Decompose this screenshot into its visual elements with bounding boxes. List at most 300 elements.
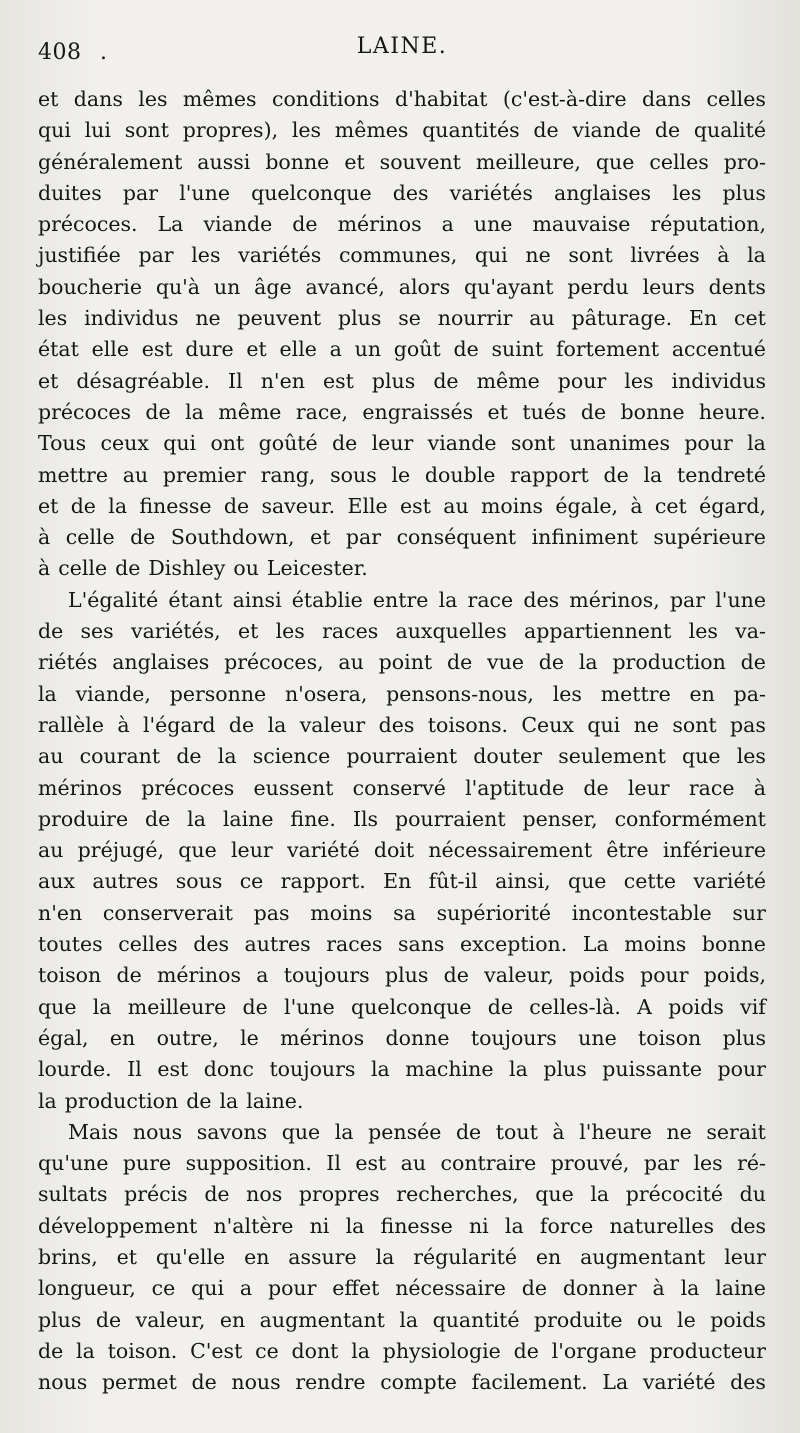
word: souvent [379, 149, 461, 174]
word: celles [649, 149, 709, 174]
word: la [345, 1213, 365, 1238]
word: une [473, 212, 513, 237]
word: les [736, 744, 766, 769]
word: mettre [38, 462, 108, 487]
word: mérinos [280, 1025, 365, 1050]
word: de [580, 399, 607, 424]
word: la [438, 587, 458, 612]
word: la [643, 462, 663, 487]
word: point [378, 650, 433, 675]
word: que [38, 994, 77, 1019]
word: que [682, 744, 721, 769]
word: rapport [510, 462, 589, 487]
word: pâturage. [571, 306, 673, 331]
text-line [38, 178, 766, 209]
word: de [583, 775, 609, 800]
text-line [38, 1305, 766, 1336]
word: perdu [567, 274, 629, 299]
word: même [218, 399, 282, 424]
word: Southdown, [170, 525, 295, 550]
word: personne [169, 681, 267, 706]
word: au [122, 462, 149, 487]
word: n'en [260, 368, 305, 393]
word: le [677, 1307, 696, 1332]
word: est [322, 368, 354, 393]
word: quelconque [351, 994, 472, 1019]
word: par [122, 180, 159, 205]
body-text [38, 84, 766, 1398]
word: a [256, 963, 269, 988]
word: sous [175, 869, 223, 894]
word: leur [724, 1244, 766, 1269]
word: la [509, 1057, 528, 1082]
word: est [400, 493, 431, 518]
text-line [38, 397, 766, 428]
word: moins [480, 493, 544, 518]
word: que [595, 149, 635, 174]
word: physiologie [382, 1338, 501, 1363]
word: la [504, 1213, 524, 1238]
word: avancé, [305, 274, 385, 299]
word: unanimes [569, 431, 670, 456]
word: dans [73, 87, 123, 111]
word: viande [427, 431, 497, 456]
word: de [38, 1338, 64, 1363]
text-line [38, 929, 766, 960]
word: de [433, 368, 459, 393]
word: pure [122, 1151, 172, 1176]
word: conservé [352, 775, 446, 800]
text-line [38, 147, 766, 178]
word: et [38, 493, 59, 518]
text-line [38, 428, 766, 459]
word: naturelles [609, 1213, 714, 1238]
word: toison. [107, 1338, 178, 1363]
word: penser, [522, 806, 598, 831]
word: que [281, 1119, 321, 1144]
word: toujours [283, 963, 370, 988]
word: égale, [555, 493, 619, 518]
word: sur [732, 900, 766, 925]
word: et [487, 399, 508, 424]
word: donc [203, 1057, 254, 1082]
word: ou [233, 556, 259, 581]
word: ré- [737, 1151, 766, 1176]
word: anglaises [112, 650, 210, 675]
word: serait [706, 1119, 766, 1144]
word: de [191, 1370, 217, 1395]
text-line [38, 1023, 766, 1054]
word: sont [510, 431, 556, 456]
word: supériorité [436, 900, 551, 925]
word: et [344, 149, 365, 174]
word: n'altère [213, 1213, 294, 1238]
word: de [70, 493, 96, 518]
word: dure [185, 337, 234, 362]
word: les [688, 619, 718, 644]
word: mérinos [337, 212, 422, 237]
word: La [157, 212, 184, 237]
word: mêmes [182, 87, 257, 111]
word: quelconque [251, 180, 372, 205]
word: goûté [258, 431, 318, 456]
text-line [38, 647, 766, 678]
word: va- [735, 619, 766, 644]
word: laine [715, 1276, 766, 1301]
word: pensée [368, 1119, 442, 1144]
word: rang, [260, 462, 316, 487]
text-line [38, 366, 766, 397]
word: fortement [555, 337, 660, 362]
word: au [38, 838, 64, 863]
word: ceux [100, 431, 149, 456]
word: à [717, 243, 730, 268]
word: seulement [558, 744, 666, 769]
word: race [467, 587, 514, 612]
word: au [338, 650, 364, 675]
word: précoces [141, 775, 235, 800]
word: qualité [693, 118, 766, 143]
word: de [95, 1307, 122, 1332]
word: fine. [290, 806, 336, 831]
word: suint [491, 337, 544, 362]
text-line [38, 1086, 766, 1117]
word: valeur, [135, 1307, 206, 1332]
word: par [345, 525, 382, 550]
word: entre [372, 587, 429, 612]
word: toisons. [427, 712, 508, 737]
word: égard, [699, 493, 766, 518]
word: variété [642, 1370, 716, 1395]
word: pas [730, 712, 766, 737]
word: plus [338, 306, 382, 331]
word: meilleure, [475, 149, 581, 174]
word: Elle [347, 493, 388, 518]
word: ont [210, 431, 245, 456]
word: variété [693, 869, 766, 894]
word: de [538, 650, 565, 675]
word: pour [267, 1276, 317, 1301]
word: inférieure [662, 838, 766, 863]
word: donne [385, 1025, 450, 1050]
word: ne [525, 243, 551, 268]
text-line [38, 585, 766, 616]
word: au [400, 1151, 427, 1176]
word: la [578, 650, 598, 675]
word: de [521, 1276, 547, 1301]
word: accentué [671, 337, 766, 362]
word: nécessaire [395, 1276, 506, 1301]
word: la [747, 243, 766, 268]
word: permet [101, 1370, 177, 1395]
word: plus [371, 368, 416, 393]
word: laine [222, 806, 274, 831]
word: de [455, 1119, 482, 1144]
text-line [38, 710, 766, 741]
word: du [739, 1182, 766, 1207]
word: lourde. [38, 1057, 112, 1082]
word: ou [637, 1307, 663, 1332]
word: qu'ayant [464, 274, 554, 299]
word: de [38, 619, 64, 644]
word: l'heure [579, 1119, 652, 1144]
word: l'aptitude [465, 775, 565, 800]
word: qui [163, 431, 197, 456]
word: exception. [459, 932, 568, 957]
word: science [252, 744, 331, 769]
word: dans [642, 87, 692, 111]
word: nous [231, 1370, 281, 1395]
word: sans [397, 932, 445, 957]
word: bonne [701, 932, 766, 957]
word: la [219, 1088, 239, 1113]
word: la [747, 431, 766, 456]
word: ainsi [232, 587, 282, 612]
word: premier [162, 462, 246, 487]
word: machine [405, 1057, 494, 1082]
word: une [578, 1025, 617, 1050]
word: et [310, 525, 331, 550]
word: variétés [238, 243, 322, 268]
text-line [38, 115, 766, 146]
word: viande [203, 212, 273, 237]
word: longueur, [38, 1276, 136, 1301]
word: autres [244, 932, 311, 957]
word: et [38, 368, 59, 393]
word: de [487, 994, 514, 1019]
word: conformément [614, 806, 766, 831]
word: de [603, 462, 629, 487]
word: qu'une [38, 1151, 109, 1176]
word: propres), [182, 118, 279, 143]
word: nourrir [437, 306, 513, 331]
word: précocité [625, 1182, 724, 1207]
text-line [38, 209, 766, 240]
word: facilement. [471, 1370, 588, 1395]
word: produite [534, 1307, 623, 1332]
word: infiniment [531, 525, 638, 550]
word: Il [228, 368, 243, 393]
text-line [38, 616, 766, 647]
text-line [38, 553, 766, 584]
word: précoces, [224, 650, 324, 675]
word: leur [231, 838, 273, 863]
word: ni [309, 1213, 330, 1238]
word: de [443, 963, 469, 988]
word: communes, [338, 243, 458, 268]
text-line [38, 1336, 766, 1367]
word: duites [38, 180, 102, 205]
word: elle [279, 337, 317, 362]
word: de [223, 493, 250, 518]
word: conditions [271, 87, 380, 111]
text-line [38, 1117, 766, 1148]
word: plus [543, 1057, 587, 1082]
word: Mais [68, 1119, 119, 1144]
word: un [354, 337, 382, 362]
word: qui [474, 243, 508, 268]
word: toujours [470, 1025, 557, 1050]
word: est [141, 337, 173, 362]
word: celle [58, 556, 108, 581]
word: de [204, 1182, 230, 1207]
word: En [383, 869, 412, 894]
word: de [654, 118, 681, 143]
word: établie [291, 587, 363, 612]
word: aussi [197, 149, 251, 174]
word: la [108, 493, 128, 518]
word: en [244, 1244, 270, 1269]
word: à [38, 525, 51, 550]
word: peuvent [237, 306, 322, 331]
word: valeur, [484, 963, 554, 988]
word: en [109, 1025, 136, 1050]
word: double [424, 462, 496, 487]
word: sous [330, 462, 377, 487]
word: contraire [440, 1151, 537, 1176]
text-line [38, 835, 766, 866]
word: cet [654, 493, 687, 518]
text-line [38, 741, 766, 772]
word: généralement [38, 149, 183, 174]
word: variétés [449, 180, 533, 205]
text-line [38, 866, 766, 897]
word: par [643, 1151, 680, 1176]
word: prouvé, [550, 1151, 630, 1176]
text-line [38, 1054, 766, 1085]
word: La [602, 1370, 629, 1395]
word: les [552, 681, 582, 706]
word: à [38, 556, 51, 581]
word: viande, [75, 681, 151, 706]
text-line [38, 1367, 766, 1398]
word: par [138, 243, 174, 268]
word: et [237, 619, 259, 644]
word: individus [671, 368, 766, 393]
word: des [730, 1213, 766, 1238]
word: augmentant [580, 1244, 706, 1269]
word: de [242, 994, 268, 1019]
word: toutes [38, 932, 103, 957]
word: bonne [620, 399, 685, 424]
word: les [291, 118, 322, 143]
word: quantité [432, 1307, 520, 1332]
word: toujours [269, 1057, 356, 1082]
word: compte [380, 1370, 457, 1395]
word: alors [398, 274, 451, 299]
word: de [332, 431, 358, 456]
word: a [329, 337, 342, 362]
word: de [176, 744, 202, 769]
word: heure. [698, 399, 766, 424]
word: incontestable [571, 900, 712, 925]
word: la [92, 994, 112, 1019]
word: précoces [38, 399, 132, 424]
word: au [529, 306, 555, 331]
word: état [38, 337, 79, 362]
word: les [693, 1151, 723, 1176]
word: mérinos [38, 775, 122, 800]
word: puissante [602, 1057, 702, 1082]
word: Dishley [148, 556, 226, 581]
word: des [378, 712, 415, 737]
word: supposition. [185, 1151, 312, 1176]
word: producteur [649, 1338, 766, 1363]
word: ce [255, 1338, 279, 1363]
word: pour [557, 368, 607, 393]
word: la [351, 1338, 370, 1363]
word: désagréable. [76, 368, 211, 393]
word: de [292, 212, 318, 237]
word: à [630, 493, 643, 518]
word: bonne [265, 149, 330, 174]
word: les [672, 180, 702, 205]
word: engraissés [362, 399, 474, 424]
word: que [567, 869, 607, 894]
word: conséquent [396, 525, 517, 550]
word: mauvaise [532, 212, 631, 237]
word: à [117, 712, 130, 737]
text-line [38, 960, 766, 991]
word: effet [332, 1276, 380, 1301]
word: pour [684, 431, 733, 456]
word: par [669, 587, 706, 612]
word: doit [373, 838, 415, 863]
word: recherches, [396, 1182, 519, 1207]
text-line [38, 1273, 766, 1304]
word: en [689, 681, 715, 706]
word: de [186, 1088, 212, 1113]
word: au [443, 493, 469, 518]
word: quantités [422, 118, 520, 143]
word: Ceux [521, 712, 574, 737]
running-head [38, 26, 766, 70]
word: Il [127, 1057, 142, 1082]
word: les [38, 306, 68, 331]
word: le [391, 462, 411, 487]
running-head-dot: . [100, 40, 107, 65]
word: de [533, 118, 559, 143]
text-line [38, 804, 766, 835]
word: rendre [295, 1370, 366, 1395]
word: lui [84, 118, 111, 143]
word: ce [151, 1276, 176, 1301]
word: dont [291, 1338, 339, 1363]
word: Ils [352, 806, 379, 831]
word: L'égalité [68, 587, 159, 612]
word: de [115, 556, 141, 581]
word: la [334, 1119, 354, 1144]
word: la [399, 1307, 419, 1332]
word: autres [92, 869, 159, 894]
word: leur [371, 431, 414, 456]
word: production [612, 650, 726, 675]
word: ni [468, 1213, 489, 1238]
word: n'osera, [284, 681, 368, 706]
word: (c'est-à-dire [502, 87, 627, 111]
word: âge [254, 274, 292, 299]
word: poids [569, 963, 625, 988]
word: production [64, 1088, 179, 1113]
word: dents [708, 274, 766, 299]
word: pourraient [394, 806, 506, 831]
text-line [38, 1179, 766, 1210]
word: outre, [156, 1025, 219, 1050]
word: boucherie [38, 274, 142, 299]
word: la [217, 744, 237, 769]
word: poids [668, 994, 724, 1019]
word: douter [473, 744, 543, 769]
